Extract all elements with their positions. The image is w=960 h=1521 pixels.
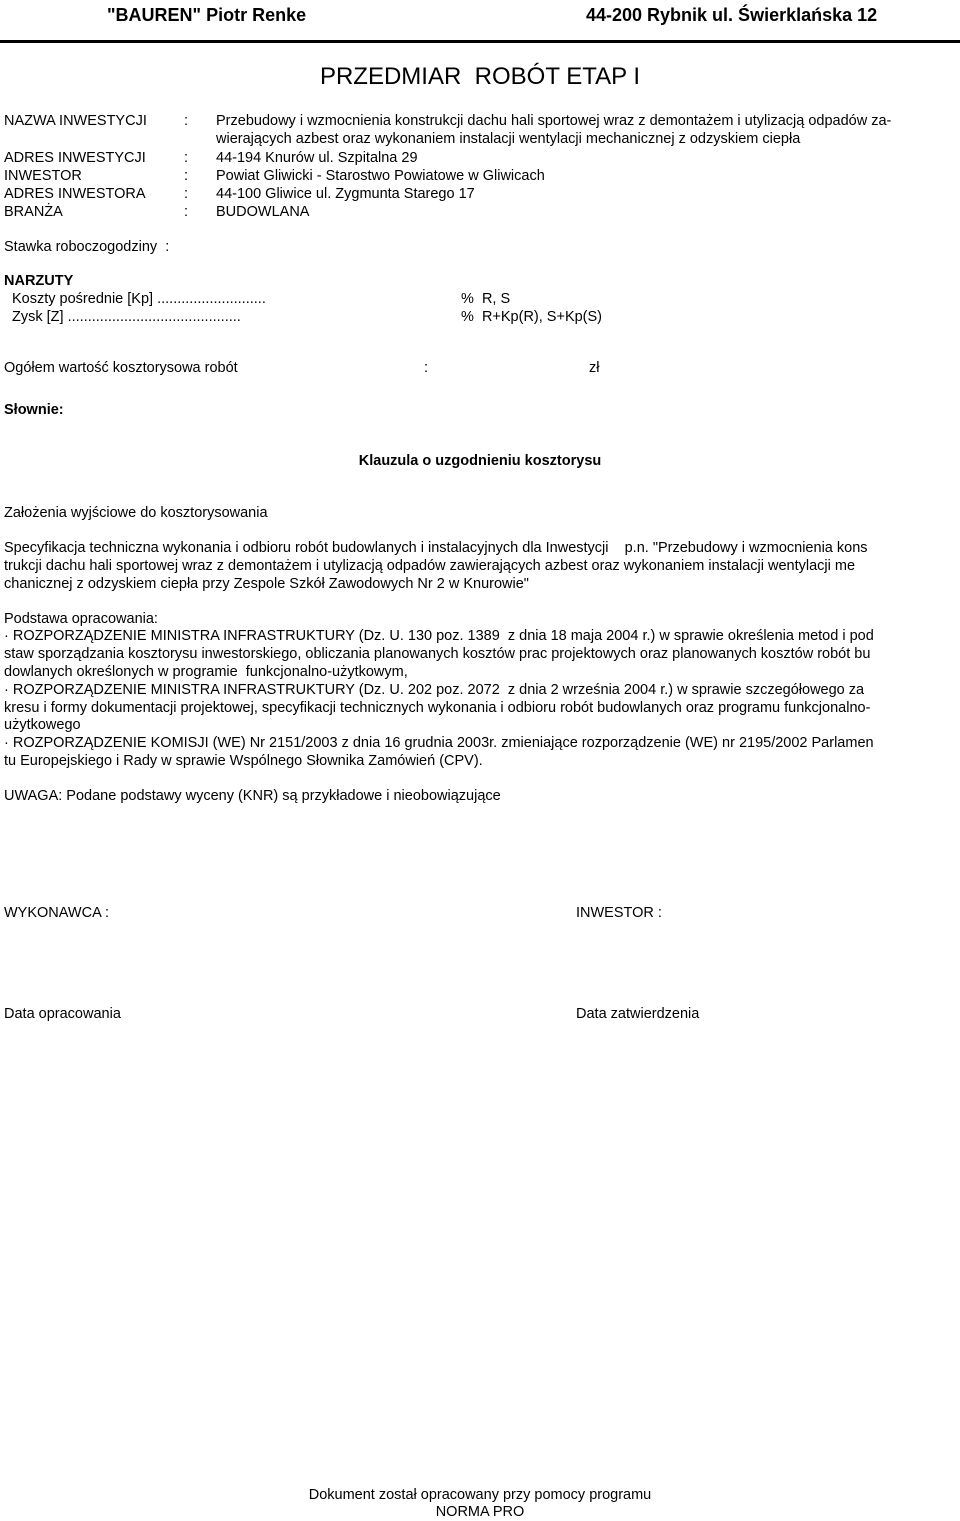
branza-value: BUDOWLANA [216,204,310,220]
podstawa-line: staw sporządzania kosztorysu inwestorskiego, obliczania planowanych kosztów prac projektowych oraz planowanych kosztów robót bu [4,646,871,662]
page-title: PRZEDMIAR ROBÓT ETAP I [319,63,641,90]
podstawa-line: · ROZPORZĄDZENIE KOMISJI (WE) Nr 2151/2003 z dnia 16 grudnia 2003r. zmieniające rozporządzenie (WE) nr 2195/2002 Parlamen [4,735,874,751]
slownie-label: Słownie: [4,402,64,418]
specyfikacja-line2: trukcji dachu hali sportowej wraz z demontażem i utylizacją odpadów zawierających azbest oraz wykonaniem instalacji wentylacji me [4,558,856,574]
specyfikacja-line3: chanicznej z odzyskiem ciepła przy Zespole Szkół Zawodowych Nr 2 w Knurowie" [4,576,529,592]
wykonawca-signature-label: WYKONAWCA : [4,905,109,921]
inwestor-colon: : [184,168,189,184]
nazwa-value-line1: Przebudowy i wzmocnienia konstrukcji dachu hali sportowej wraz z demontażem i utylizacją odpadów za- [216,113,892,129]
koszty-posrednie-label: Koszty pośrednie [Kp] ........................... [12,291,266,307]
adres-inwestycji-label: ADRES INWESTYCJI [4,150,146,166]
adres-inwestora-value: 44-100 Gliwice ul. Zygmunta Starego 17 [216,186,475,202]
podstawa-line: kresu i formy dokumentacji projektowej, specyfikacji technicznych wykonania i odbioru robót budowlanych oraz programu funkcjonalno- [4,700,871,716]
adres-inwestora-label: ADRES INWESTORA [4,186,146,202]
footer-line1: Dokument został opracowany przy pomocy programu [308,1487,652,1503]
header-divider [0,40,960,43]
podstawa-line: tu Europejskiego i Rady w sprawie Wspólnego Słownika Zamówień (CPV). [4,753,483,769]
podstawa-heading: Podstawa opracowania: [4,611,158,627]
podstawa-line: użytkowego [4,717,81,733]
koszty-posrednie-unit: % R, S [461,291,511,307]
stawka-roboczogodziny: Stawka roboczogodziny : [4,239,170,255]
nazwa-colon: : [184,113,189,129]
branza-label: BRANŻA [4,204,63,220]
ogolem-currency: zł [589,360,600,376]
narzuty-heading: NARZUTY [4,273,74,289]
ogolem-colon: : [424,360,429,376]
zysk-unit: % R+Kp(R), S+Kp(S) [461,309,603,325]
uwaga-note: UWAGA: Podane podstawy wyceny (KNR) są przykładowe i nieobowiązujące [4,788,501,804]
klauzula-heading: Klauzula o uzgodnieniu kosztorysu [358,453,602,469]
zalozenia-heading: Założenia wyjściowe do kosztorysowania [4,505,268,521]
podstawa-line: · ROZPORZĄDZENIE MINISTRA INFRASTRUKTURY (Dz. U. 202 poz. 2072 z dnia 2 września 2004 r.) w sprawie szczegółowego za [4,682,865,698]
specyfikacja-line1: Specyfikacja techniczna wykonania i odbioru robót budowlanych i instalacyjnych dla Inwestycji p.n. "Przebudowy i wzmocnienia kons [4,540,868,556]
footer-line2: NORMA PRO [435,1504,525,1520]
inwestor-signature-label: INWESTOR : [576,905,662,921]
nazwa-value-line2: wierających azbest oraz wykonaniem instalacji wentylacji mechanicznej z odzyskiem ciepła [216,131,801,147]
inwestor-label: INWESTOR [4,168,82,184]
nazwa-label: NAZWA INWESTYCJI [4,113,147,129]
data-zatwierdzenia-label: Data zatwierdzenia [576,1006,700,1022]
firm-name: "BAUREN" Piotr Renke [107,5,307,25]
adres-inwestora-colon: : [184,186,189,202]
firm-address: 44-200 Rybnik ul. Świerklańska 12 [586,5,878,25]
inwestor-value: Powiat Gliwicki - Starostwo Powiatowe w Gliwicach [216,168,545,184]
podstawa-line: · ROZPORZĄDZENIE MINISTRA INFRASTRUKTURY (Dz. U. 130 poz. 1389 z dnia 18 maja 2004 r.) w sprawie określenia metod i pod [4,628,874,644]
ogolem-label: Ogółem wartość kosztorysowa robót [4,360,238,376]
podstawa-line: dowlanych określonych w programie funkcjonalno-użytkowym, [4,664,408,680]
zysk-label: Zysk [Z] ........................................... [12,309,241,325]
adres-inwestycji-value: 44-194 Knurów ul. Szpitalna 29 [216,150,418,166]
adres-inwestycji-colon: : [184,150,189,166]
data-opracowania-label: Data opracowania [4,1006,121,1022]
branza-colon: : [184,204,189,220]
